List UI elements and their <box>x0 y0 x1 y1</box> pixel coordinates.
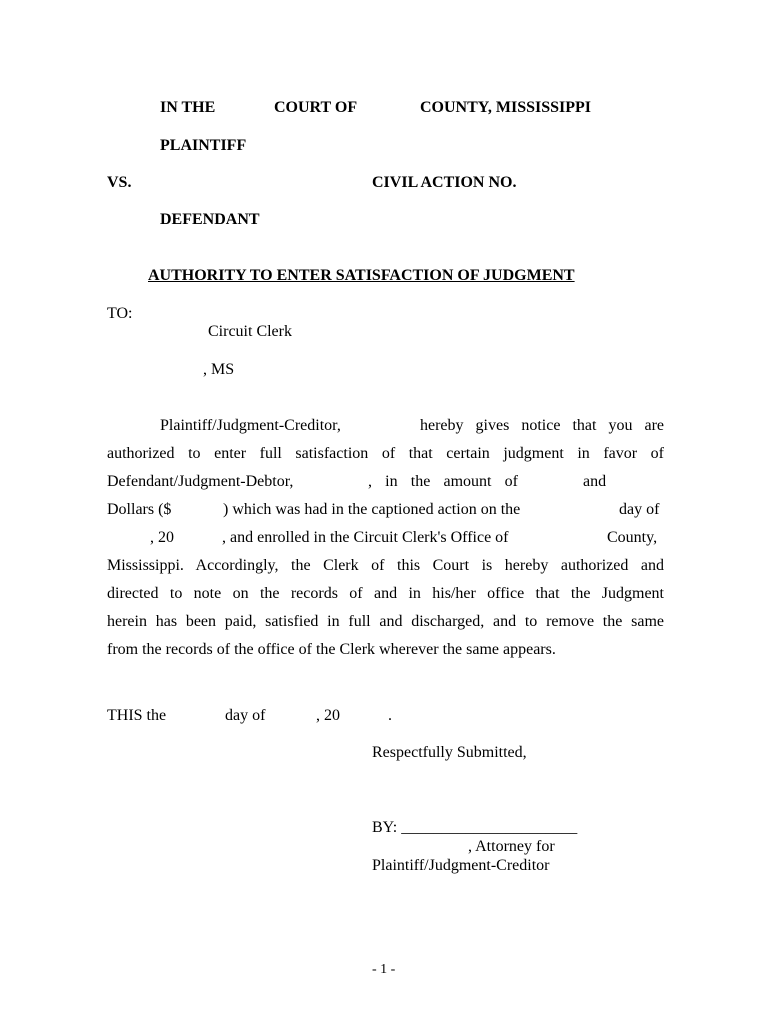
date-year: , 20 <box>316 707 340 724</box>
body-line-2: authorized to enter full satisfaction of that certain judgment in favor of <box>107 445 664 462</box>
signature-attorney-for: , Attorney for <box>468 838 555 855</box>
caption-county: COUNTY, MISSISSIPPI <box>420 99 592 116</box>
caption-court-of: COURT OF <box>274 99 358 116</box>
body-line-8: herein has been paid, satisfied in full and discharged, and to remove the same <box>107 613 664 630</box>
page-number: - 1 - <box>372 962 396 977</box>
body-line-5b: , and enrolled in the Circuit Clerk's Office of <box>222 529 509 546</box>
signature-party: Plaintiff/Judgment-Creditor <box>372 857 550 874</box>
caption-plaintiff: PLAINTIFF <box>160 137 247 154</box>
signature-by-line: BY: ______________________ <box>372 819 578 836</box>
addressee-clerk: Circuit Clerk <box>208 323 292 340</box>
body-line-3b: , in the amount of <box>368 473 518 490</box>
addressee-location: , MS <box>203 361 235 378</box>
caption-in-the: IN THE <box>160 99 216 116</box>
body-line-9: from the records of the office of the Clerk wherever the same appears. <box>107 641 556 658</box>
body-line-1a: Plaintiff/Judgment-Creditor, <box>160 417 341 434</box>
document-title: AUTHORITY TO ENTER SATISFACTION OF JUDGMENT <box>148 267 575 284</box>
date-this-the: THIS the <box>107 707 167 724</box>
body-line-5a: , 20 <box>150 529 174 546</box>
body-line-3c: and <box>583 473 607 490</box>
caption-defendant: DEFENDANT <box>160 211 260 228</box>
caption-vs: VS. <box>107 174 132 191</box>
body-line-7: directed to note on the records of and in his/her office that the Judgment <box>107 585 664 602</box>
body-line-4b: ) which was had in the captioned action on the <box>223 501 521 518</box>
date-day-of: day of <box>225 707 266 724</box>
caption-civil-action: CIVIL ACTION NO. <box>372 174 517 191</box>
body-line-1b: hereby gives notice that you are <box>420 417 664 434</box>
addressee-to: TO: <box>107 305 133 322</box>
body-line-6: Mississippi. Accordingly, the Clerk of this Court is hereby authorized and <box>107 557 664 574</box>
body-line-4c: day of <box>619 501 660 518</box>
body-line-5c: County, <box>607 529 658 546</box>
body-line-4a: Dollars ($ <box>107 501 172 518</box>
signature-closing: Respectfully Submitted, <box>372 744 527 761</box>
date-period: . <box>388 707 392 724</box>
body-line-3a: Defendant/Judgment-Debtor, <box>107 473 294 490</box>
